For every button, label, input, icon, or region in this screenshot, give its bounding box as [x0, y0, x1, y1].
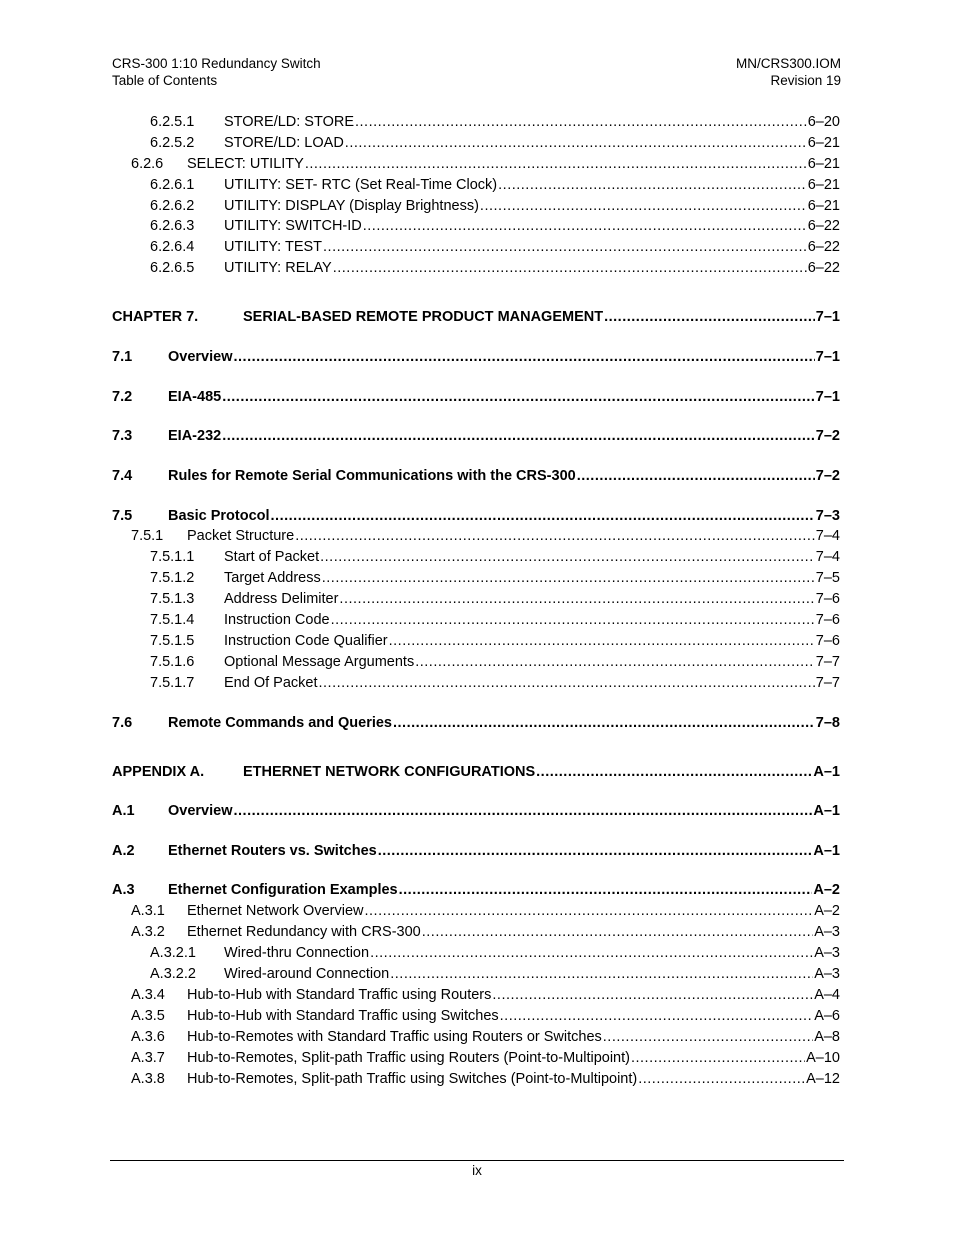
dot-leader — [415, 652, 815, 673]
dot-leader — [355, 112, 807, 133]
toc-entry-leader — [168, 801, 840, 822]
toc-entry-title[interactable]: Ethernet Network Overview — [187, 903, 364, 919]
toc-entry-leader — [168, 347, 840, 368]
toc-entry-title[interactable]: Ethernet Routers vs. Switches — [168, 843, 377, 859]
toc-entry-title[interactable]: Remote Commands and Queries — [168, 715, 392, 731]
toc-entry[interactable] — [0, 466, 954, 487]
toc-entry-number: 7.5.1.5 — [150, 633, 195, 649]
dot-leader — [390, 964, 813, 985]
running-header-left — [112, 56, 321, 89]
toc-entry-title[interactable]: Hub-to-Hub with Standard Traffic using Switches — [187, 1008, 499, 1024]
toc-entry-leader — [224, 589, 840, 610]
toc-entry-leader — [187, 922, 840, 943]
toc-entry-title[interactable]: Optional Message Arguments — [224, 654, 415, 670]
dot-leader — [364, 901, 813, 922]
toc-entry-number: 7.1 — [112, 349, 133, 365]
toc-entry-number: 6.2.6.2 — [150, 198, 195, 214]
toc-entry-number: 6.2.6.1 — [150, 177, 195, 193]
toc-entry-leader — [224, 547, 840, 568]
dot-leader — [604, 307, 815, 328]
dot-leader — [498, 175, 807, 196]
dot-leader — [320, 547, 815, 568]
toc-entry-leader — [224, 568, 840, 589]
toc-entry[interactable] — [0, 922, 954, 943]
toc-entry-page[interactable]: 6–20 — [807, 114, 840, 130]
toc-entry-leader — [224, 258, 840, 279]
dot-leader — [378, 841, 813, 862]
toc-entry[interactable] — [0, 841, 954, 862]
toc-entry-number: 6.2.6.5 — [150, 260, 195, 276]
toc-entry-page[interactable]: A–3 — [814, 966, 840, 982]
dot-leader — [536, 762, 812, 783]
toc-entry-leader — [168, 841, 840, 862]
toc-entry[interactable] — [0, 985, 954, 1006]
toc-entry-title[interactable]: EIA-485 — [168, 389, 222, 405]
toc-entry-title[interactable]: Hub-to-Remotes with Standard Traffic using Routers or Switches — [187, 1029, 602, 1045]
toc-entry-page[interactable]: 7–4 — [815, 549, 840, 565]
toc-entry-title[interactable]: Ethernet Configuration Examples — [168, 882, 398, 898]
toc-entry[interactable] — [0, 387, 954, 408]
dot-leader — [345, 133, 807, 154]
dot-leader — [370, 943, 813, 964]
toc-entry[interactable] — [0, 1069, 954, 1090]
toc-entry[interactable] — [0, 237, 954, 258]
toc-entry-title[interactable]: UTILITY: SWITCH-ID — [224, 218, 362, 234]
toc-entry-number: 7.5.1.7 — [150, 675, 195, 691]
toc-entry-number: 6.2.6.3 — [150, 218, 195, 234]
toc-entry-number: A.1 — [112, 803, 135, 819]
toc-entry-number: 7.5 — [112, 508, 133, 524]
toc-entry[interactable] — [0, 713, 954, 734]
toc-entry[interactable] — [0, 801, 954, 822]
toc-entry-number: A.3.5 — [131, 1008, 165, 1024]
toc-entry-leader — [224, 673, 840, 694]
toc-entry-title[interactable]: ETHERNET NETWORK CONFIGURATIONS — [243, 764, 536, 780]
toc-entry-page[interactable]: 7–7 — [815, 675, 840, 691]
toc-entry-page[interactable]: A–3 — [814, 945, 840, 961]
toc-entry-title[interactable]: UTILITY: DISPLAY (Display Brightness) — [224, 198, 479, 214]
toc-entry-page[interactable]: A–1 — [813, 843, 840, 859]
toc-entry-leader — [187, 1048, 840, 1069]
toc-entry-page[interactable]: A–2 — [814, 903, 840, 919]
toc-entry-leader — [224, 112, 840, 133]
toc-entry-page[interactable]: 7–3 — [815, 508, 840, 524]
toc-entry-page[interactable]: 6–21 — [807, 198, 840, 214]
toc-entry[interactable] — [0, 1048, 954, 1069]
toc-entry[interactable] — [0, 526, 954, 547]
toc-entry-title[interactable]: STORE/LD: STORE — [224, 114, 354, 130]
dot-leader — [333, 258, 807, 279]
toc-entry-leader — [224, 652, 840, 673]
toc-entry-title[interactable]: Target Address — [224, 570, 321, 586]
toc-entry[interactable] — [0, 943, 954, 964]
dot-leader — [393, 713, 815, 734]
toc-entry-number: A.3 — [112, 882, 135, 898]
toc-entry[interactable] — [0, 307, 954, 328]
toc-entry-page[interactable]: 6–22 — [807, 239, 840, 255]
toc-entry-leader — [168, 466, 840, 487]
document-number: MN/CRS300.IOM — [735, 56, 841, 71]
toc-entry-title[interactable]: Instruction Code — [224, 612, 330, 628]
toc-entry-number: 6.2.6 — [131, 156, 164, 172]
toc-entry-title[interactable]: Overview — [168, 349, 233, 365]
toc-entry-number: 7.5.1.6 — [150, 654, 195, 670]
toc-entry[interactable] — [0, 652, 954, 673]
dot-leader — [480, 196, 807, 217]
toc-entry-leader — [243, 307, 840, 328]
toc-entry[interactable] — [0, 216, 954, 237]
toc-entry-leader — [187, 1006, 840, 1027]
toc-entry-page[interactable]: A–1 — [813, 803, 840, 819]
toc-entry-title[interactable]: Wired-around Connection — [224, 966, 390, 982]
toc-entry-title[interactable]: Hub-to-Remotes, Split-path Traffic using Switches (Point-to-Multipoint) — [187, 1071, 638, 1087]
toc-entry-page[interactable]: 7–7 — [815, 654, 840, 670]
toc-entry-number: A.3.8 — [131, 1071, 165, 1087]
toc-entry-title[interactable]: UTILITY: SET- RTC (Set Real-Time Clock) — [224, 177, 498, 193]
toc-entry-page[interactable]: 7–1 — [815, 349, 840, 365]
toc-entry[interactable] — [0, 901, 954, 922]
toc-entry-number: 7.5.1.3 — [150, 591, 195, 607]
toc-entry-page[interactable]: 7–6 — [815, 591, 840, 607]
toc-entry-title[interactable]: Overview — [168, 803, 233, 819]
toc-entry-number: A.3.6 — [131, 1029, 165, 1045]
toc-entry-leader — [187, 1027, 840, 1048]
toc-entry[interactable] — [0, 175, 954, 196]
toc-entry-leader — [224, 943, 840, 964]
toc-entry-number: A.3.2.1 — [150, 945, 196, 961]
toc-entry[interactable] — [0, 1027, 954, 1048]
toc-entry[interactable] — [0, 589, 954, 610]
toc-entry[interactable] — [0, 762, 954, 783]
toc-entry-leader — [224, 133, 840, 154]
toc-entry-leader — [168, 387, 840, 408]
toc-entry-page[interactable]: 7–1 — [815, 309, 840, 325]
toc-entry-number: 7.5.1.1 — [150, 549, 195, 565]
dot-leader — [234, 347, 815, 368]
toc-entry-title[interactable]: SERIAL-BASED REMOTE PRODUCT MANAGEMENT — [243, 309, 604, 325]
dot-leader — [389, 631, 815, 652]
toc-entry[interactable] — [0, 610, 954, 631]
toc-entry-title[interactable]: UTILITY: RELAY — [224, 260, 332, 276]
toc-entry-page[interactable]: A–3 — [814, 924, 840, 940]
toc-entry[interactable] — [0, 673, 954, 694]
dot-leader — [638, 1069, 805, 1090]
toc-entry-number: 7.5.1.4 — [150, 612, 195, 628]
dot-leader — [271, 506, 815, 527]
toc-entry-number: 7.5.1 — [131, 528, 164, 544]
toc-entry-title[interactable]: End Of Packet — [224, 675, 318, 691]
toc-entry-page[interactable]: A–10 — [806, 1050, 840, 1066]
dot-leader — [323, 237, 807, 258]
toc-entry-number: A.3.7 — [131, 1050, 165, 1066]
toc-entry-page[interactable]: A–4 — [814, 987, 840, 1003]
toc-entry-title[interactable]: Hub-to-Hub with Standard Traffic using Routers — [187, 987, 492, 1003]
toc-entry-leader — [243, 762, 840, 783]
dot-leader — [295, 526, 815, 547]
toc-entry[interactable] — [0, 426, 954, 447]
toc-entry-number: A.3.4 — [131, 987, 165, 1003]
toc-entry-number: 7.3 — [112, 428, 133, 444]
footer-divider — [110, 1160, 844, 1161]
toc-entry-page[interactable]: A–6 — [814, 1008, 840, 1024]
toc-entry[interactable] — [0, 154, 954, 175]
toc-entry-title[interactable]: Address Delimiter — [224, 591, 339, 607]
toc-entry-leader — [224, 196, 840, 217]
toc-entry-number: A.3.1 — [131, 903, 165, 919]
toc-entry-title[interactable]: Rules for Remote Serial Communications with the CRS-300 — [168, 468, 576, 484]
toc-entry-title[interactable]: Hub-to-Remotes, Split-path Traffic using Routers (Point-to-Multipoint) — [187, 1050, 630, 1066]
toc-entry-title[interactable]: Packet Structure — [187, 528, 295, 544]
toc-entry[interactable] — [0, 347, 954, 368]
toc-entry-number: 7.2 — [112, 389, 133, 405]
toc-entry-page[interactable]: 6–22 — [807, 260, 840, 276]
toc-entry[interactable] — [0, 547, 954, 568]
toc-entry-title[interactable]: Instruction Code Qualifier — [224, 633, 388, 649]
toc-entry-page[interactable]: 7–2 — [815, 428, 840, 444]
toc-entry-number: 6.2.6.4 — [150, 239, 195, 255]
toc-entry-title[interactable]: Basic Protocol — [168, 508, 270, 524]
dot-leader — [577, 466, 815, 487]
toc-entry-leader — [187, 154, 840, 175]
toc-entry-title[interactable]: Ethernet Redundancy with CRS-300 — [187, 924, 421, 940]
dot-leader — [399, 880, 813, 901]
dot-leader — [222, 387, 815, 408]
toc-entry[interactable] — [0, 133, 954, 154]
toc-entry-page[interactable]: A–1 — [813, 764, 840, 780]
toc-entry-leader — [168, 506, 840, 527]
toc-entry-page[interactable]: 7–1 — [815, 389, 840, 405]
dot-leader — [603, 1027, 813, 1048]
dot-leader — [331, 610, 815, 631]
toc-entry-number: 6.2.5.2 — [150, 135, 195, 151]
dot-leader — [319, 673, 815, 694]
toc-entry-page[interactable]: A–8 — [814, 1029, 840, 1045]
dot-leader — [222, 426, 815, 447]
toc-entry[interactable] — [0, 568, 954, 589]
toc-entry-page[interactable]: 6–21 — [807, 177, 840, 193]
running-header-right — [736, 56, 841, 89]
toc-entry-title[interactable]: STORE/LD: LOAD — [224, 135, 344, 151]
toc-entry[interactable] — [0, 258, 954, 279]
dot-leader — [339, 589, 814, 610]
toc-entry-title[interactable]: Start of Packet — [224, 549, 320, 565]
toc-entry-leader — [224, 964, 840, 985]
toc-entry-number: CHAPTER 7. — [112, 309, 199, 325]
dot-leader — [492, 985, 813, 1006]
toc-entry-leader — [224, 631, 840, 652]
toc-entry-page[interactable]: 7–8 — [815, 715, 840, 731]
toc-entry-page[interactable]: 7–5 — [815, 570, 840, 586]
toc-entry-title[interactable]: Wired-thru Connection — [224, 945, 370, 961]
toc-entry-title[interactable]: UTILITY: TEST — [224, 239, 323, 255]
toc-entry-page[interactable]: A–12 — [806, 1071, 840, 1087]
revision-label: Revision 19 — [770, 72, 841, 88]
toc-entry-leader — [168, 426, 840, 447]
toc-entry-title[interactable]: SELECT: UTILITY — [187, 156, 304, 172]
toc-entry-leader — [187, 901, 840, 922]
toc-entry-leader — [224, 175, 840, 196]
toc-entry[interactable] — [0, 631, 954, 652]
dot-leader — [631, 1048, 805, 1069]
toc-entry-number: A.3.2.2 — [150, 966, 196, 982]
toc-entry[interactable] — [0, 964, 954, 985]
toc-entry-page[interactable]: 7–2 — [815, 468, 840, 484]
document-title: CRS-300 1:10 Redundancy Switch — [112, 56, 321, 71]
toc-entry-leader — [224, 610, 840, 631]
toc-entry-leader — [187, 985, 840, 1006]
toc-entry-page[interactable]: A–2 — [813, 882, 840, 898]
dot-leader — [422, 922, 813, 943]
toc-entry-number: 7.6 — [112, 715, 133, 731]
toc-entry-leader — [168, 880, 840, 901]
toc-entry-page[interactable]: 6–22 — [807, 218, 840, 234]
toc-entry-leader — [187, 1069, 840, 1090]
toc-entry[interactable] — [0, 196, 954, 217]
toc-entry-number: A.3.2 — [131, 924, 165, 940]
section-title: Table of Contents — [112, 72, 218, 88]
page-number: ix — [472, 1163, 482, 1178]
toc-entry-page[interactable]: 6–21 — [807, 135, 840, 151]
toc-entry[interactable] — [0, 112, 954, 133]
toc-entry-number: APPENDIX A. — [112, 764, 205, 780]
dot-leader — [363, 216, 807, 237]
toc-entry-page[interactable]: 6–21 — [807, 156, 840, 172]
toc-entry-number: 7.4 — [112, 468, 133, 484]
toc-entry-leader — [168, 713, 840, 734]
toc-entry-title[interactable]: EIA-232 — [168, 428, 222, 444]
dot-leader — [322, 568, 815, 589]
dot-leader — [500, 1006, 814, 1027]
toc-entry-number: A.2 — [112, 843, 135, 859]
toc-entry-number: 6.2.5.1 — [150, 114, 195, 130]
toc-entry[interactable] — [0, 1006, 954, 1027]
dot-leader — [305, 154, 807, 175]
toc-entry-leader — [224, 237, 840, 258]
toc-entry-page[interactable]: 7–6 — [815, 633, 840, 649]
dot-leader — [234, 801, 813, 822]
toc-entry-page[interactable]: 7–4 — [815, 528, 840, 544]
toc-entry-leader — [187, 526, 840, 547]
toc-entry-page[interactable]: 7–6 — [815, 612, 840, 628]
toc-entry-leader — [224, 216, 840, 237]
toc-entry-number: 7.5.1.2 — [150, 570, 195, 586]
toc-entry[interactable] — [0, 506, 954, 527]
toc-entry[interactable] — [0, 880, 954, 901]
